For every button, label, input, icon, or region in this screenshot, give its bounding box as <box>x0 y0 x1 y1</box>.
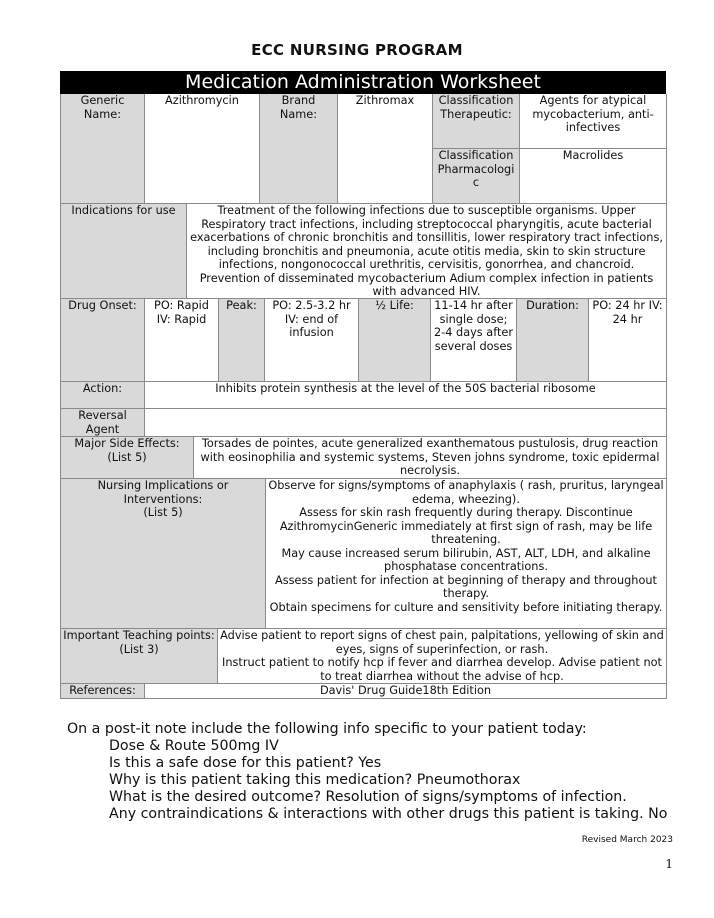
indications-label: Indications for use <box>61 204 187 299</box>
nursing-item: Assess patient for infection at beginning of therapy and throughout therapy. <box>275 573 657 600</box>
onset-value: PO: Rapid IV: Rapid <box>145 299 219 382</box>
classification-therapeutic-value: Agents for atypical mycobacterium, anti-infectives <box>520 94 667 149</box>
nursing-item: Observe for signs/symptoms of anaphylaxis ( rash, pruritus, laryngeal edema, wheezing). <box>268 479 664 506</box>
medication-worksheet <box>60 71 666 699</box>
nursing-label <box>61 479 266 629</box>
indications-section <box>60 204 666 299</box>
post-it-intro: On a post-it note include the following info specific to your patient today: <box>67 721 587 737</box>
side-effects-count: (List 5) <box>107 450 147 464</box>
names-section <box>60 94 666 204</box>
indications-value: Treatment of the following infections due to susceptible organisms. Upper Respiratory tract infections, including streptococcal pharyngitis, acute bacterial exacerbations of chronic bronchitis and tonsillitis, lower respiratory tract infections, including bronchitis and pneumonia, acute otitis media, skin to skin structure infections, nongonococcal urethritis, cervisitis, gonorrhea, and chancroid. Prevention of disseminated mycobacterium Adium complex infection in patients with advanced HIV. <box>187 204 667 299</box>
duration-label: Duration: <box>517 299 589 382</box>
action-label: Action: <box>61 382 145 409</box>
worksheet-title: Medication Administration Worksheet <box>60 71 666 94</box>
side-effects-label <box>61 437 194 479</box>
brand-name-value: Zithromax <box>338 94 433 204</box>
post-it-item: Any contraindications & interactions with other drugs this patient is taking. No <box>109 806 668 822</box>
teaching-count: (List 3) <box>119 642 159 656</box>
half-life-label: ½ Life: <box>359 299 431 382</box>
classification-pharmacologic-value: Macrolides <box>520 149 667 204</box>
reversal-section <box>60 409 666 437</box>
side-effects-value: Torsades de pointes, acute generalized exanthematous pustulosis, drug reaction with eosinophilia and systemic systems, Steven johns syndrome, toxic epidermal necrolysis. <box>194 437 667 479</box>
teaching-item: Advise patient to report signs of chest pain, palpitations, yellowing of skin and eyes, signs of superinfection, or rash. <box>220 629 664 656</box>
program-title: ECC NURSING PROGRAM <box>251 41 463 59</box>
references-value: Davis' Drug Guide18th Edition <box>145 684 667 699</box>
brand-name-label: Brand Name: <box>260 94 338 204</box>
half-life-value: 11-14 hr after single dose; 2-4 days after several doses <box>431 299 517 382</box>
nursing-section <box>60 479 666 629</box>
peak-value: PO: 2.5-3.2 hr IV: end of infusion <box>265 299 359 382</box>
teaching-label <box>61 629 218 684</box>
post-it-item: Dose & Route 500mg IV <box>109 738 279 754</box>
references-section <box>60 684 666 699</box>
post-it-instructions <box>67 721 667 823</box>
references-label: References: <box>61 684 145 699</box>
revised-date: Revised March 2023 <box>581 835 673 845</box>
post-it-item: What is the desired outcome? Resolution of signs/symptoms of infection. <box>109 789 627 805</box>
generic-name-label: Generic Name: <box>61 94 145 204</box>
action-value: Inhibits protein synthesis at the level of the 50S bacterial ribosome <box>145 382 667 409</box>
pharmacokinetics-section <box>60 299 666 382</box>
nursing-count: (List 5) <box>143 506 183 519</box>
teaching-title: Important Teaching points: <box>63 629 215 642</box>
reversal-agent-value <box>145 409 667 437</box>
teaching-item: Instruct patient to notify hcp if fever and diarrhea develop. Advise patient not to treat diarrhea without the advise of hcp. <box>222 656 662 683</box>
side-effects-title: Major Side Effects: <box>74 437 180 450</box>
nursing-title: Nursing Implications or Interventions: <box>97 479 229 506</box>
nursing-list <box>266 479 667 629</box>
action-section <box>60 382 666 409</box>
classification-therapeutic-label: Classification Therapeutic: <box>433 94 520 149</box>
nursing-item: Obtain specimens for culture and sensitivity before initiating therapy. <box>269 600 663 614</box>
post-it-item: Is this a safe dose for this patient? Yes <box>109 755 382 771</box>
generic-name-value: Azithromycin <box>145 94 260 204</box>
classification-pharmacologic-label: Classification Pharmacologic <box>433 149 520 204</box>
page-number: 1 <box>665 857 673 871</box>
duration-value: PO: 24 hr IV: 24 hr <box>589 299 667 382</box>
teaching-list <box>218 629 667 684</box>
nursing-item: May cause increased serum bilirubin, AST, ALT, LDH, and alkaline phosphatase concentrations. <box>281 546 651 573</box>
teaching-section <box>60 629 666 684</box>
nursing-item: Assess for skin rash frequently during therapy. Discontinue AzithromycinGeneric immediately at first sign of rash, may be life threatening. <box>279 506 653 546</box>
side-effects-section <box>60 437 666 479</box>
post-it-item: Why is this patient taking this medication? Pneumothorax <box>109 772 521 788</box>
reversal-agent-label: Reversal Agent <box>61 409 145 437</box>
onset-label: Drug Onset: <box>61 299 145 382</box>
peak-label: Peak: <box>219 299 265 382</box>
